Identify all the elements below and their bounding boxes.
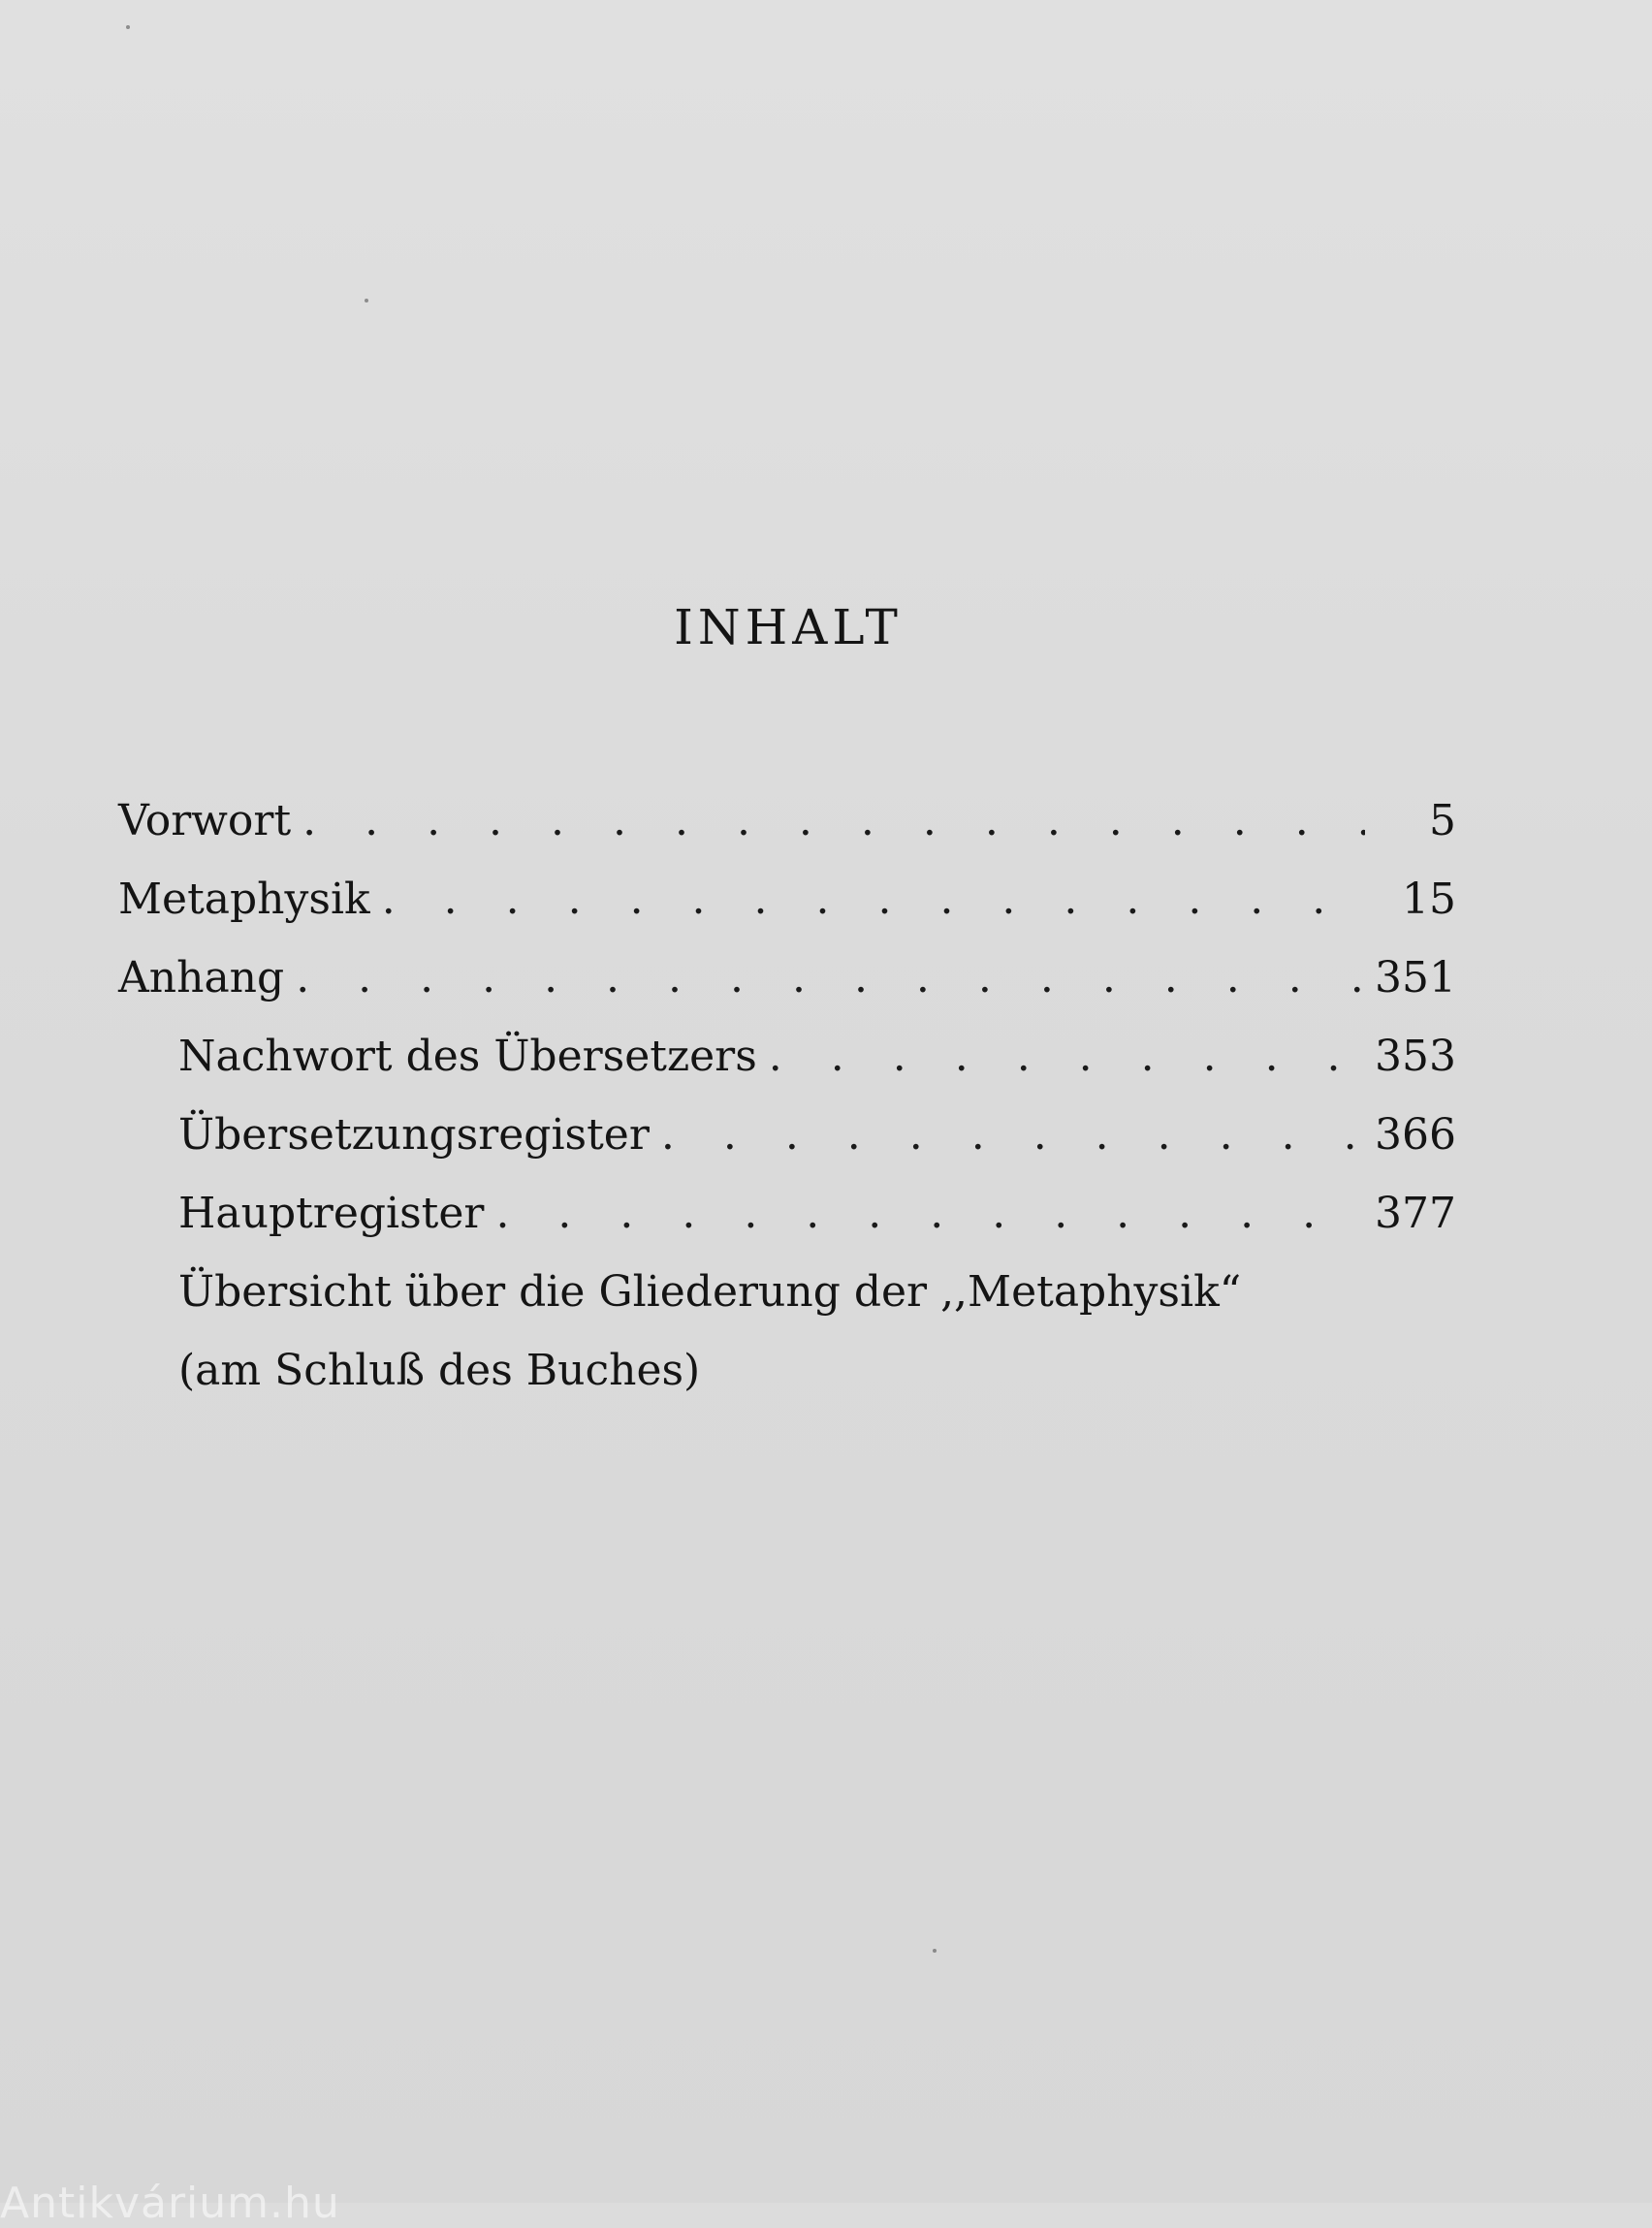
dot-leader	[495, 1174, 1361, 1253]
toc-entry-label: Vorwort	[118, 796, 292, 845]
toc-entry-label: Anhang	[118, 953, 285, 1003]
toc-entry-page: 5	[1429, 796, 1456, 845]
dot-leader	[769, 1017, 1361, 1096]
toc-entry-page: 353	[1375, 1032, 1456, 1081]
toc-entry-page: 351	[1375, 953, 1456, 1003]
toc-note-line: (am Schluß des Buches)	[178, 1346, 701, 1395]
toc-note-line: Übersicht über die Gliederung der ,,Metaphysik“	[178, 1267, 1242, 1317]
toc-entry-metaphysik	[118, 860, 1456, 939]
toc-entry-anhang	[118, 939, 1456, 1017]
dot-leader	[302, 781, 1365, 860]
dot-leader	[661, 1096, 1361, 1174]
dot-leader	[382, 860, 1365, 939]
page-title: INHALT	[674, 599, 903, 655]
toc-entry-nachwort	[118, 1017, 1456, 1096]
toc-entry-label: Metaphysik	[118, 875, 370, 924]
paper-speck	[126, 25, 130, 29]
toc-entry-page: 15	[1402, 875, 1456, 924]
toc-entry-label: Übersetzungsregister	[178, 1110, 650, 1160]
watermark: Antikvárium.hu	[0, 2179, 340, 2228]
dot-leader	[296, 939, 1361, 1017]
toc-entry-uebersetzungsregister	[118, 1096, 1456, 1174]
table-of-contents	[118, 781, 1456, 1410]
toc-entry-label: Hauptregister	[178, 1189, 485, 1238]
paper-speck	[365, 299, 368, 302]
paper-speck	[933, 1949, 937, 1953]
toc-entry-label: Nachwort des Übersetzers	[178, 1032, 757, 1081]
toc-entry-vorwort	[118, 781, 1456, 860]
toc-entry-hauptregister	[118, 1174, 1456, 1253]
toc-entry-page: 366	[1375, 1110, 1456, 1160]
toc-entry-page: 377	[1375, 1189, 1456, 1238]
